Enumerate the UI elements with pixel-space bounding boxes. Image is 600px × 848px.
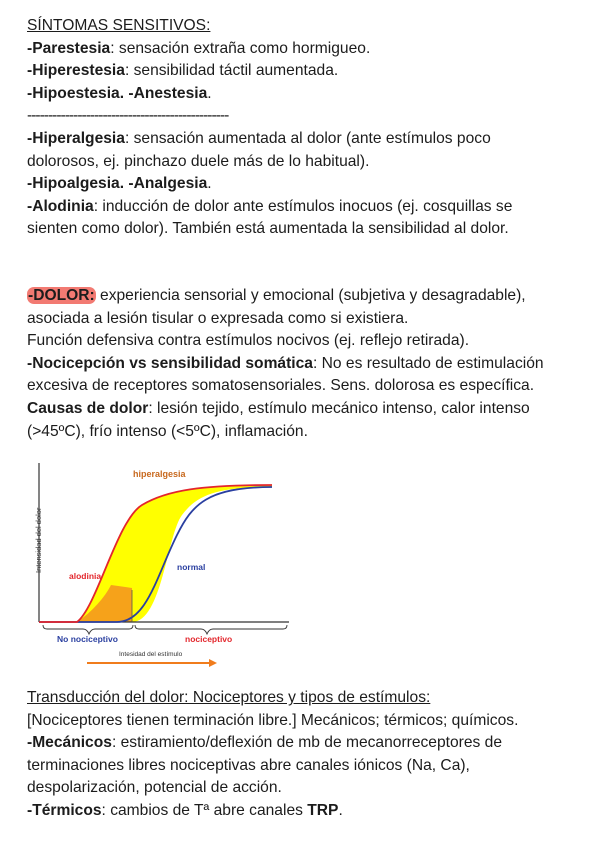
x-axis-label: Intesidad del estímulo xyxy=(119,651,183,659)
brace-nociceptivo xyxy=(135,625,287,634)
document-page xyxy=(27,15,595,823)
line-alodinia-cont: sienten como dolor). También está aumentada la sensibilidad al dolor. xyxy=(27,220,509,238)
label-nociceptivo: nociceptivo xyxy=(185,634,233,645)
line-dolor: -DOLOR: experiencia sensorial y emocional (subjetiva y desagradable), xyxy=(28,286,526,304)
line-hiperalgesia: -Hiperalgesia: sensación aumentada al dolor (ante estímulos poco xyxy=(27,129,491,147)
line-termicos: -Térmicos: cambios de Tª abre canales TRP. xyxy=(27,802,343,820)
line-parestesia: -Parestesia: sensación extraña como hormigueo. xyxy=(27,39,371,57)
line-funcion-defensiva: Función defensiva contra estímulos nocivos (ej. reflejo retirada). xyxy=(27,332,470,350)
brace-no-nociceptivo xyxy=(43,625,133,634)
pain-curve-figure xyxy=(27,455,299,677)
label-alodinia: alodinia xyxy=(69,571,102,582)
line-mecanicos-cont: terminaciones libres nociceptivas abre canales iónicos (Na, Ca), xyxy=(27,756,470,774)
line-mecanicos: -Mecánicos: estiramiento/deflexión de mb de mecanorreceptores de xyxy=(27,734,502,752)
line-alodinia: -Alodinia: inducción de dolor ante estímulos inocuos (ej. cosquillas se xyxy=(27,197,513,215)
label-normal: normal xyxy=(177,562,206,573)
section-title-transduccion: Transducción del dolor: Nociceptores y tipos de estímulos: xyxy=(27,689,431,707)
line-causas: Causas de dolor: lesión tejido, estímulo mecánico intenso, calor intenso xyxy=(27,399,530,417)
line-mecanicos-cont2: despolarización, potencial de acción. xyxy=(27,779,282,797)
label-hiperalgesia: hiperalgesia xyxy=(133,469,186,480)
line-causas-cont: (>45ºC), frío intenso (<5ºC), inflamación. xyxy=(27,422,308,440)
line-hiperalgesia-cont: dolorosos, ej. pinchazo duele más de lo habitual). xyxy=(27,152,370,170)
stimulus-arrow-head xyxy=(209,659,217,667)
line-hipoestesia: -Hipoestesia. -Anestesia. xyxy=(27,84,212,102)
label-no-nociceptivo: No nociceptivo xyxy=(57,634,118,645)
separator-line: ------------------------------------------------ xyxy=(27,107,229,125)
line-hiperestesia: -Hiperestesia: sensibilidad táctil aumentada. xyxy=(27,62,339,80)
line-nocicepcion-cont: excesiva de receptores somatosensoriales. Sens. dolorosa es específica. xyxy=(27,377,535,395)
pain-curve-diagram xyxy=(27,455,299,677)
highlighted-dolor-label: -DOLOR: xyxy=(28,286,95,304)
line-nocicepcion: -Nocicepción vs sensibilidad somática: No es resultado de estimulación xyxy=(27,354,544,372)
line-dolor-cont: asociada a lesión tisular o expresada como si existiera. xyxy=(27,309,409,327)
section-title-sintomas: SÍNTOMAS SENSITIVOS: xyxy=(27,17,211,34)
line-nociceptores: [Nociceptores tienen terminación libre.] Mecánicos; térmicos; químicos. xyxy=(27,711,519,729)
y-axis-label: Intensidad del dolor xyxy=(34,507,43,574)
line-hipoalgesia: -Hipoalgesia. -Analgesia. xyxy=(27,175,212,193)
